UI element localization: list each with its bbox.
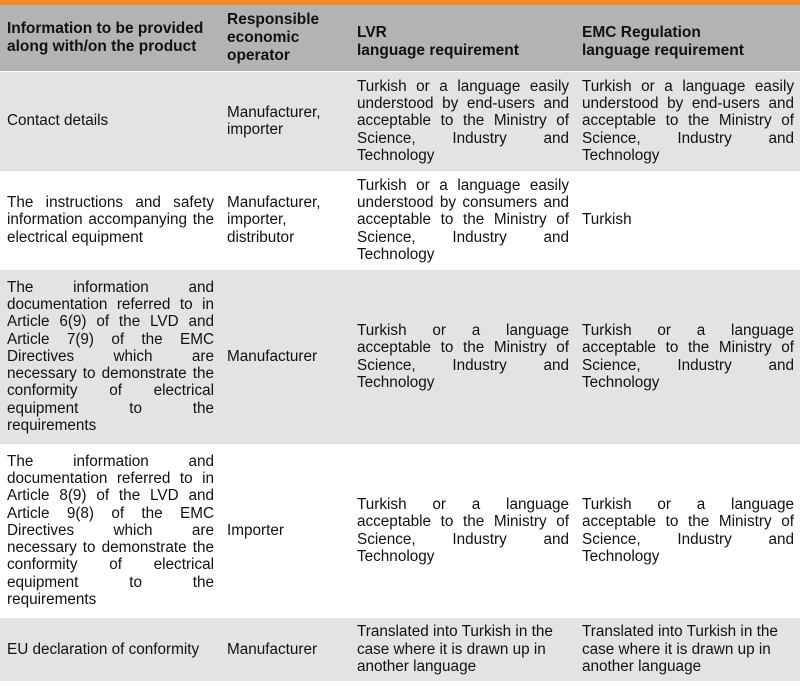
header-operator: Responsible economic operator: [220, 5, 350, 72]
table-header: [0, 5, 800, 72]
cell-operator: Manufacturer, importer: [220, 72, 350, 171]
table-body: [0, 72, 800, 681]
table-row: [0, 444, 800, 618]
cell-lvr: Turkish or a language easily understood by end-users and acceptable to the Ministry of Science, Industry and Technology: [350, 72, 575, 171]
cell-information: The information and documentation referred to in Article 8(9) of the LVD and Article 9(8) of the EMC Directives which are necessary to demonstrate the conformity of electrical equipment to the requirements: [0, 444, 220, 618]
cell-operator: Manufacturer: [220, 618, 350, 681]
cell-information: EU declaration of conformity: [0, 618, 220, 681]
cell-emc: Turkish or a language easily understood by end-users and acceptable to the Ministry of Science, Industry and Technology: [575, 72, 800, 171]
cell-information: The information and documentation referred to in Article 6(9) of the LVD and Article 7(9) of the EMC Directives which are necessary to demonstrate the conformity of electrical equipment to the requirements: [0, 270, 220, 444]
table-row: [0, 171, 800, 270]
cell-operator: Importer: [220, 444, 350, 618]
header-lvr: LVR language requirement: [350, 5, 575, 72]
header-emc: EMC Regulation language requirement: [575, 5, 800, 72]
table-row: [0, 618, 800, 681]
cell-information: Contact details: [0, 72, 220, 171]
cell-information: The instructions and safety information accompanying the electrical equipment: [0, 171, 220, 270]
cell-emc: Translated into Turkish in the case where it is drawn up in another language: [575, 618, 800, 681]
cell-lvr: Turkish or a language acceptable to the Ministry of Science, Industry and Technology: [350, 444, 575, 618]
cell-emc: Turkish or a language acceptable to the Ministry of Science, Industry and Technology: [575, 444, 800, 618]
cell-emc: Turkish or a language acceptable to the Ministry of Science, Industry and Technology: [575, 270, 800, 444]
table-row: [0, 72, 800, 171]
cell-emc: Turkish: [575, 171, 800, 270]
cell-operator: Manufacturer: [220, 270, 350, 444]
header-information: Information to be provided along with/on the product: [0, 5, 220, 72]
cell-lvr: Turkish or a language easily understood by consumers and acceptable to the Ministry of Science, Industry and Technology: [350, 171, 575, 270]
cell-lvr: Turkish or a language acceptable to the Ministry of Science, Industry and Technology: [350, 270, 575, 444]
language-requirements-table: [0, 5, 800, 681]
table-row: [0, 270, 800, 444]
cell-operator: Manufacturer, importer, distributor: [220, 171, 350, 270]
header-row: [0, 5, 800, 72]
cell-lvr: Translated into Turkish in the case where it is drawn up in another language: [350, 618, 575, 681]
